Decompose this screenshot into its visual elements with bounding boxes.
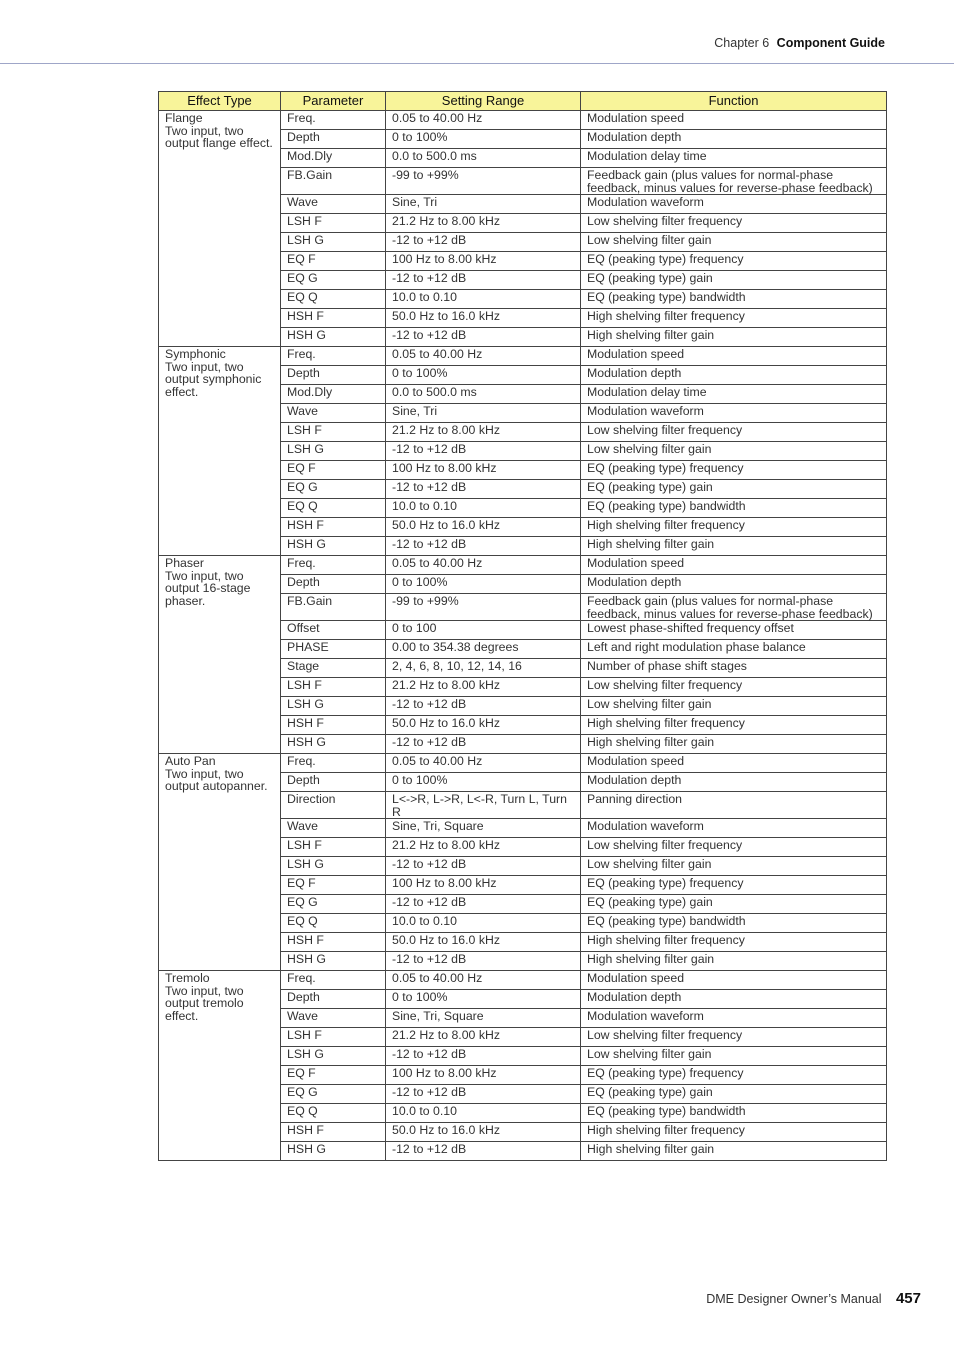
function-cell: EQ (peaking type) frequency (581, 252, 887, 271)
setting-range-cell: 2, 4, 6, 8, 10, 12, 14, 16 (386, 659, 581, 678)
setting-range-cell: 50.0 Hz to 16.0 kHz (386, 1123, 581, 1142)
table-row (159, 971, 887, 990)
function-cell: Low shelving filter frequency (581, 1028, 887, 1047)
table-row (159, 754, 887, 773)
function-cell: Low shelving filter frequency (581, 838, 887, 857)
effect-type-description: Two input, two output autopanner. (165, 766, 268, 793)
parameter-cell: EQ Q (281, 914, 386, 933)
parameter-cell: HSH G (281, 537, 386, 556)
function-cell: Feedback gain (plus values for normal-phase feedback, minus values for reverse-phase feedback) (581, 594, 887, 621)
function-cell: Modulation delay time (581, 385, 887, 404)
parameter-cell: HSH G (281, 952, 386, 971)
effect-type-cell (159, 754, 281, 971)
parameter-cell: HSH G (281, 328, 386, 347)
function-cell: Low shelving filter frequency (581, 214, 887, 233)
function-cell: Low shelving filter gain (581, 857, 887, 876)
effect-type-name: Symphonic (165, 347, 226, 361)
parameter-cell: Freq. (281, 754, 386, 773)
page-footer (706, 1290, 921, 1308)
manual-title: DME Designer Owner’s Manual (706, 1292, 882, 1306)
function-cell: Modulation waveform (581, 195, 887, 214)
setting-range-cell: 10.0 to 0.10 (386, 1104, 581, 1123)
parameter-cell: LSH G (281, 1047, 386, 1066)
parameter-cell: EQ Q (281, 499, 386, 518)
setting-range-cell: 0 to 100% (386, 773, 581, 792)
effect-type-name: Phaser (165, 556, 204, 570)
function-cell: EQ (peaking type) gain (581, 480, 887, 499)
column-header-function: Function (581, 92, 887, 111)
function-cell: EQ (peaking type) bandwidth (581, 499, 887, 518)
setting-range-cell: 10.0 to 0.10 (386, 914, 581, 933)
setting-range-cell: -12 to +12 dB (386, 857, 581, 876)
function-cell: EQ (peaking type) frequency (581, 461, 887, 480)
parameter-cell: EQ F (281, 461, 386, 480)
setting-range-cell: -12 to +12 dB (386, 895, 581, 914)
function-cell: Low shelving filter frequency (581, 678, 887, 697)
function-cell: Low shelving filter gain (581, 697, 887, 716)
parameter-cell: HSH F (281, 518, 386, 537)
setting-range-cell: -12 to +12 dB (386, 1047, 581, 1066)
table-row (159, 556, 887, 575)
parameter-cell: Depth (281, 130, 386, 149)
parameter-cell: Depth (281, 773, 386, 792)
setting-range-cell: -99 to +99% (386, 168, 581, 195)
setting-range-cell: 21.2 Hz to 8.00 kHz (386, 423, 581, 442)
parameter-cell: Depth (281, 366, 386, 385)
function-cell: Number of phase shift stages (581, 659, 887, 678)
parameter-cell: Offset (281, 621, 386, 640)
function-cell: High shelving filter gain (581, 537, 887, 556)
parameter-cell: EQ F (281, 876, 386, 895)
parameter-cell: EQ G (281, 271, 386, 290)
function-cell: Modulation waveform (581, 1009, 887, 1028)
effect-type-description: Two input, two output symphonic effect. (165, 359, 262, 399)
parameter-cell: HSH F (281, 1123, 386, 1142)
function-cell: Modulation waveform (581, 404, 887, 423)
setting-range-cell: L<->R, L->R, L<-R, Turn L, Turn R (386, 792, 581, 819)
parameter-cell: Mod.Dly (281, 385, 386, 404)
function-cell: Low shelving filter frequency (581, 423, 887, 442)
setting-range-cell: 50.0 Hz to 16.0 kHz (386, 716, 581, 735)
parameter-cell: FB.Gain (281, 594, 386, 621)
function-cell: Modulation depth (581, 575, 887, 594)
parameter-cell: HSH F (281, 933, 386, 952)
effects-parameter-table (158, 91, 887, 1161)
function-cell: EQ (peaking type) gain (581, 271, 887, 290)
parameter-cell: EQ Q (281, 1104, 386, 1123)
setting-range-cell: -12 to +12 dB (386, 328, 581, 347)
effect-type-cell (159, 971, 281, 1161)
table-body (159, 111, 887, 1161)
setting-range-cell: 21.2 Hz to 8.00 kHz (386, 838, 581, 857)
function-cell: Modulation speed (581, 971, 887, 990)
function-cell: Modulation depth (581, 773, 887, 792)
setting-range-cell: -12 to +12 dB (386, 1085, 581, 1104)
parameter-cell: LSH G (281, 697, 386, 716)
effect-type-description: Two input, two output tremolo effect. (165, 983, 244, 1023)
parameter-cell: EQ G (281, 1085, 386, 1104)
function-cell: High shelving filter frequency (581, 933, 887, 952)
function-cell: High shelving filter gain (581, 328, 887, 347)
setting-range-cell: 0.05 to 40.00 Hz (386, 347, 581, 366)
setting-range-cell: 0.05 to 40.00 Hz (386, 556, 581, 575)
parameter-cell: LSH F (281, 838, 386, 857)
effect-type-cell (159, 111, 281, 347)
setting-range-cell: 100 Hz to 8.00 kHz (386, 461, 581, 480)
setting-range-cell: 0 to 100% (386, 990, 581, 1009)
parameter-cell: Freq. (281, 111, 386, 130)
setting-range-cell: -12 to +12 dB (386, 952, 581, 971)
setting-range-cell: 0.0 to 500.0 ms (386, 149, 581, 168)
function-cell: Low shelving filter gain (581, 1047, 887, 1066)
parameter-cell: Wave (281, 1009, 386, 1028)
setting-range-cell: 10.0 to 0.10 (386, 290, 581, 309)
section-title: Component Guide (776, 36, 885, 50)
function-cell: High shelving filter frequency (581, 1123, 887, 1142)
parameter-cell: FB.Gain (281, 168, 386, 195)
setting-range-cell: 100 Hz to 8.00 kHz (386, 876, 581, 895)
setting-range-cell: 21.2 Hz to 8.00 kHz (386, 1028, 581, 1047)
parameter-cell: LSH F (281, 678, 386, 697)
parameter-cell: LSH G (281, 442, 386, 461)
setting-range-cell: 0.0 to 500.0 ms (386, 385, 581, 404)
parameter-cell: EQ G (281, 480, 386, 499)
setting-range-cell: 50.0 Hz to 16.0 kHz (386, 309, 581, 328)
column-header-setting-range: Setting Range (386, 92, 581, 111)
setting-range-cell: Sine, Tri, Square (386, 1009, 581, 1028)
parameter-cell: LSH F (281, 1028, 386, 1047)
parameter-cell: Stage (281, 659, 386, 678)
function-cell: High shelving filter gain (581, 952, 887, 971)
setting-range-cell: 0 to 100 (386, 621, 581, 640)
parameter-cell: EQ G (281, 895, 386, 914)
effect-type-description: Two input, two output flange effect. (165, 123, 273, 150)
chapter-label: Chapter 6 (714, 36, 770, 50)
effect-type-description: Two input, two output 16-stage phaser. (165, 568, 251, 608)
table-row (159, 347, 887, 366)
setting-range-cell: 21.2 Hz to 8.00 kHz (386, 678, 581, 697)
function-cell: Left and right modulation phase balance (581, 640, 887, 659)
setting-range-cell: -12 to +12 dB (386, 271, 581, 290)
table-header-row (159, 92, 887, 111)
effect-type-name: Flange (165, 111, 203, 125)
parameter-cell: Freq. (281, 556, 386, 575)
function-cell: High shelving filter gain (581, 1142, 887, 1161)
function-cell: EQ (peaking type) gain (581, 895, 887, 914)
function-cell: EQ (peaking type) bandwidth (581, 290, 887, 309)
setting-range-cell: -12 to +12 dB (386, 697, 581, 716)
setting-range-cell: 0 to 100% (386, 575, 581, 594)
setting-range-cell: 0.00 to 354.38 degrees (386, 640, 581, 659)
function-cell: Modulation delay time (581, 149, 887, 168)
setting-range-cell: -12 to +12 dB (386, 537, 581, 556)
setting-range-cell: 100 Hz to 8.00 kHz (386, 252, 581, 271)
setting-range-cell: 0.05 to 40.00 Hz (386, 754, 581, 773)
parameter-cell: LSH F (281, 423, 386, 442)
function-cell: Panning direction (581, 792, 887, 819)
function-cell: High shelving filter frequency (581, 309, 887, 328)
parameter-cell: HSH F (281, 716, 386, 735)
setting-range-cell: Sine, Tri, Square (386, 819, 581, 838)
setting-range-cell: -12 to +12 dB (386, 442, 581, 461)
function-cell: High shelving filter gain (581, 735, 887, 754)
parameter-cell: LSH F (281, 214, 386, 233)
parameter-cell: Mod.Dly (281, 149, 386, 168)
header-rule (0, 63, 954, 64)
setting-range-cell: -12 to +12 dB (386, 735, 581, 754)
parameter-cell: HSH F (281, 309, 386, 328)
setting-range-cell: Sine, Tri (386, 195, 581, 214)
function-cell: Modulation depth (581, 130, 887, 149)
parameter-cell: Freq. (281, 347, 386, 366)
function-cell: Lowest phase-shifted frequency offset (581, 621, 887, 640)
setting-range-cell: -12 to +12 dB (386, 480, 581, 499)
parameter-cell: Wave (281, 819, 386, 838)
function-cell: Low shelving filter gain (581, 233, 887, 252)
function-cell: Modulation speed (581, 754, 887, 773)
function-cell: EQ (peaking type) bandwidth (581, 914, 887, 933)
function-cell: Modulation depth (581, 366, 887, 385)
parameter-cell: HSH G (281, 1142, 386, 1161)
column-header-parameter: Parameter (281, 92, 386, 111)
function-cell: EQ (peaking type) frequency (581, 876, 887, 895)
setting-range-cell: -12 to +12 dB (386, 1142, 581, 1161)
parameter-cell: Freq. (281, 971, 386, 990)
function-cell: EQ (peaking type) frequency (581, 1066, 887, 1085)
setting-range-cell: Sine, Tri (386, 404, 581, 423)
function-cell: Low shelving filter gain (581, 442, 887, 461)
parameter-cell: EQ Q (281, 290, 386, 309)
function-cell: Modulation speed (581, 111, 887, 130)
effect-type-cell (159, 556, 281, 754)
parameter-cell: Direction (281, 792, 386, 819)
parameter-cell: Wave (281, 195, 386, 214)
page-header (714, 36, 885, 50)
effect-type-cell (159, 347, 281, 556)
parameter-cell: HSH G (281, 735, 386, 754)
parameter-cell: Depth (281, 990, 386, 1009)
parameter-cell: EQ F (281, 1066, 386, 1085)
function-cell: Modulation depth (581, 990, 887, 1009)
setting-range-cell: 50.0 Hz to 16.0 kHz (386, 933, 581, 952)
setting-range-cell: 0.05 to 40.00 Hz (386, 971, 581, 990)
function-cell: EQ (peaking type) gain (581, 1085, 887, 1104)
function-cell: Modulation speed (581, 556, 887, 575)
setting-range-cell: -99 to +99% (386, 594, 581, 621)
column-header-effect-type: Effect Type (159, 92, 281, 111)
function-cell: High shelving filter frequency (581, 518, 887, 537)
setting-range-cell: 21.2 Hz to 8.00 kHz (386, 214, 581, 233)
parameter-cell: Depth (281, 575, 386, 594)
parameter-cell: Wave (281, 404, 386, 423)
effect-type-name: Auto Pan (165, 754, 216, 768)
table-row (159, 111, 887, 130)
function-cell: Modulation waveform (581, 819, 887, 838)
setting-range-cell: 50.0 Hz to 16.0 kHz (386, 518, 581, 537)
setting-range-cell: 0.05 to 40.00 Hz (386, 111, 581, 130)
setting-range-cell: 100 Hz to 8.00 kHz (386, 1066, 581, 1085)
function-cell: Feedback gain (plus values for normal-phase feedback, minus values for reverse-phase feedback) (581, 168, 887, 195)
setting-range-cell: 0 to 100% (386, 366, 581, 385)
setting-range-cell: 10.0 to 0.10 (386, 499, 581, 518)
function-cell: EQ (peaking type) bandwidth (581, 1104, 887, 1123)
effect-type-name: Tremolo (165, 971, 210, 985)
function-cell: High shelving filter frequency (581, 716, 887, 735)
setting-range-cell: 0 to 100% (386, 130, 581, 149)
setting-range-cell: -12 to +12 dB (386, 233, 581, 252)
parameter-cell: LSH G (281, 857, 386, 876)
parameter-cell: LSH G (281, 233, 386, 252)
parameter-cell: PHASE (281, 640, 386, 659)
page-number: 457 (895, 1290, 921, 1307)
function-cell: Modulation speed (581, 347, 887, 366)
parameter-cell: EQ F (281, 252, 386, 271)
